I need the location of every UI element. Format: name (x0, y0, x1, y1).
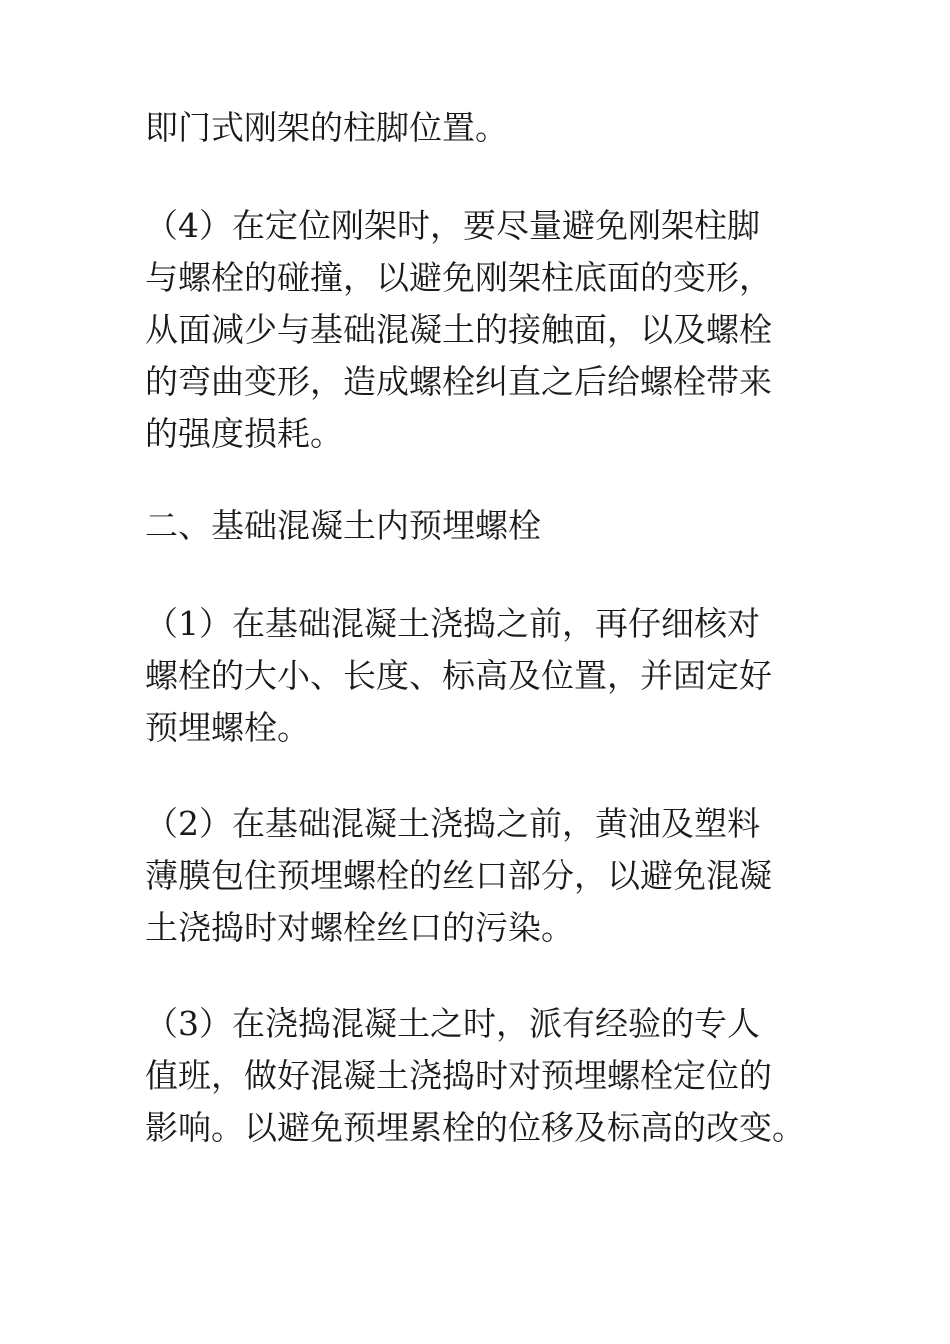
paragraph-item-1 (145, 598, 835, 754)
paragraph-column-foot-position (145, 102, 835, 154)
heading-line: 二、基础混凝土内预埋螺栓 (145, 506, 541, 545)
text-line: 值班，做好混凝土浇捣时对预埋螺栓定位的 (145, 1056, 772, 1095)
text-line: 与螺栓的碰撞，以避免刚架柱底面的变形， (145, 258, 772, 297)
text-line: 预埋螺栓。 (145, 708, 310, 747)
paragraph-item-2 (145, 798, 835, 954)
paragraph-item-3 (145, 998, 835, 1154)
section-heading (145, 500, 835, 552)
text-line: （3）在浇捣混凝土之时，派有经验的专人 (145, 1004, 760, 1043)
text-line: 土浇捣时对螺栓丝口的污染。 (145, 908, 574, 947)
text-line: （2）在基础混凝土浇捣之前，黄油及塑料 (145, 804, 760, 843)
text-line: （4）在定位刚架时，要尽量避免刚架柱脚 (145, 206, 760, 245)
text-line: 的强度损耗。 (145, 414, 343, 453)
text-line: 从面减少与基础混凝土的接触面，以及螺栓 (145, 310, 772, 349)
text-line: 的弯曲变形，造成螺栓纠直之后给螺栓带来 (145, 362, 772, 401)
paragraph-item-4 (145, 200, 835, 460)
text-line: 螺栓的大小、长度、标高及位置，并固定好 (145, 656, 772, 695)
text-line: （1）在基础混凝土浇捣之前，再仔细核对 (145, 604, 760, 643)
text-line: 薄膜包住预埋螺栓的丝口部分，以避免混凝 (145, 856, 772, 895)
text-line: 影响。以避免预埋累栓的位移及标高的改变。 (145, 1108, 805, 1147)
text-line: 即门式刚架的柱脚位置。 (145, 108, 508, 147)
